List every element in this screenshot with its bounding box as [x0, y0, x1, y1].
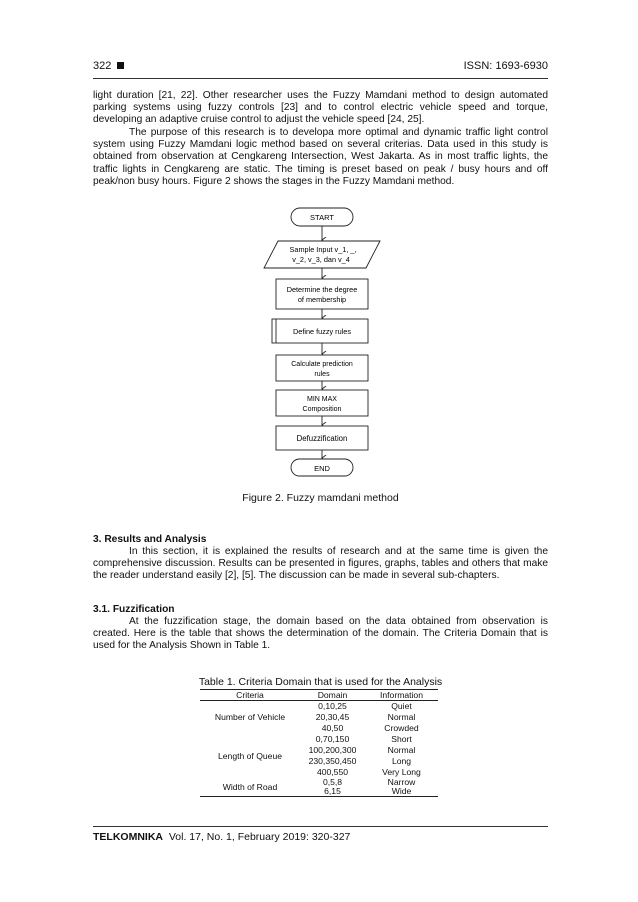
criteria-cell: Length of Queue	[217, 750, 283, 761]
table-row	[200, 701, 438, 713]
figure-caption: Figure 2. Fuzzy mamdani method	[242, 492, 399, 504]
page-footer	[93, 831, 350, 843]
flow-membership-box	[276, 279, 368, 309]
footer-rule	[93, 826, 548, 827]
table-header-cell: Information	[365, 690, 438, 701]
flow-input-label-2: v_2, v_3, dan v_4	[292, 255, 350, 264]
information-cell: Long	[391, 756, 412, 766]
criteria-cell: Width of Road	[200, 778, 300, 797]
journal-citation: Vol. 17, No. 1, February 2019: 320-327	[168, 831, 351, 843]
domain-cell: 40,50	[321, 723, 344, 733]
domain-cell: 230,350,450	[308, 756, 357, 766]
information-cell: Narrow	[387, 777, 416, 787]
domain-cell: 0,5,8	[322, 777, 343, 787]
domain-cell: 100,200,300	[308, 745, 357, 755]
flow-membership-label-2: of membership	[297, 295, 347, 304]
table-header-row	[200, 690, 438, 701]
page-number-group	[93, 60, 124, 72]
page-header	[93, 60, 548, 74]
flow-minmax-label-2: Composition	[302, 406, 342, 413]
intro-paragraph-2: The purpose of this research is to developa more optimal and dynamic traffic light control system using Fuzzy Mamdani logic method based on several criterias. Data used in this study is obtained from observation at Cengkareng Intersection, West Jakarta. As in most traffic lights, the traffic lights in Cengkareng are static. The timing is preset based on peak / busy hours and off peak/non busy hours. Figure 2 shows the stages in the Fuzzy Mamdani method.	[93, 127, 548, 187]
domain-cell: 6,15	[300, 787, 365, 797]
page-number: 322	[93, 60, 112, 72]
section-3-1-paragraph: At the fuzzification stage, the domain based on the data obtained from observation is created. Here is the table that shows the determination of the domain. The Criteria Domain that is used for the Analysis Shown in Table 1.	[93, 616, 548, 652]
flow-minmax-label-1: MIN MAX	[307, 396, 337, 403]
square-bullet-icon	[117, 62, 124, 69]
flow-rules-label: Define fuzzy rules	[293, 327, 351, 336]
information-cell: Short	[391, 734, 412, 744]
domain-cell: 0,10,25	[318, 701, 347, 711]
flow-prediction-label-2: rules	[314, 371, 330, 378]
journal-name: TELKOMNIKA	[93, 831, 163, 843]
header-rule	[93, 78, 548, 79]
information-cell: Wide	[365, 787, 438, 797]
domain-cell: 400,550	[316, 767, 349, 777]
issn: ISSN: 1693-6930	[463, 60, 548, 72]
information-cell: Crowded	[384, 723, 419, 733]
flow-start-label: START	[310, 213, 334, 222]
table-caption: Table 1. Criteria Domain that is used for the Analysis	[198, 676, 443, 688]
table-row	[200, 734, 438, 745]
section-3-heading: 3. Results and Analysis	[93, 534, 207, 545]
information-cell: Quiet	[391, 701, 412, 711]
domain-cell: 20,30,45	[315, 712, 350, 722]
table-header-cell: Criteria	[200, 690, 300, 701]
information-cell: Normal	[387, 745, 416, 755]
flow-input-label-1: Sample Input v_1, _,	[289, 245, 357, 254]
domain-cell: 0,70,150	[315, 734, 350, 744]
criteria-cell: Number of Vehicle	[214, 712, 286, 722]
information-cell: Very Long	[382, 767, 421, 777]
flow-defuzz-label: Defuzzification	[296, 434, 348, 443]
information-cell: Normal	[387, 712, 416, 722]
section-3-1-heading: 3.1. Fuzzification	[93, 604, 175, 615]
intro-paragraph-1: light duration [21, 22]. Other researcher uses the Fuzzy Mamdani method to design automated parking systems using fuzzy controls [23] and to control electric vehicle speed and torque, developing an adaptive cruise control to adjust the vehicle speed [24, 25].	[93, 90, 548, 126]
flow-prediction-label-1: Calculate prediction	[291, 361, 353, 368]
section-3-paragraph: In this section, it is explained the results of research and at the same time is given the comprehensive discussion. Results can be presented in figures, graphs, tables and others that make the reader understand easily [2], [5]. The discussion can be made in several sub-chapters.	[93, 546, 548, 582]
flow-end-label: END	[314, 464, 330, 473]
fuzzy-mamdani-flowchart	[262, 206, 382, 478]
criteria-domain-table	[200, 689, 438, 797]
table-header-cell: Domain	[300, 690, 365, 701]
flow-membership-label-1: Determine the degree	[286, 285, 358, 294]
